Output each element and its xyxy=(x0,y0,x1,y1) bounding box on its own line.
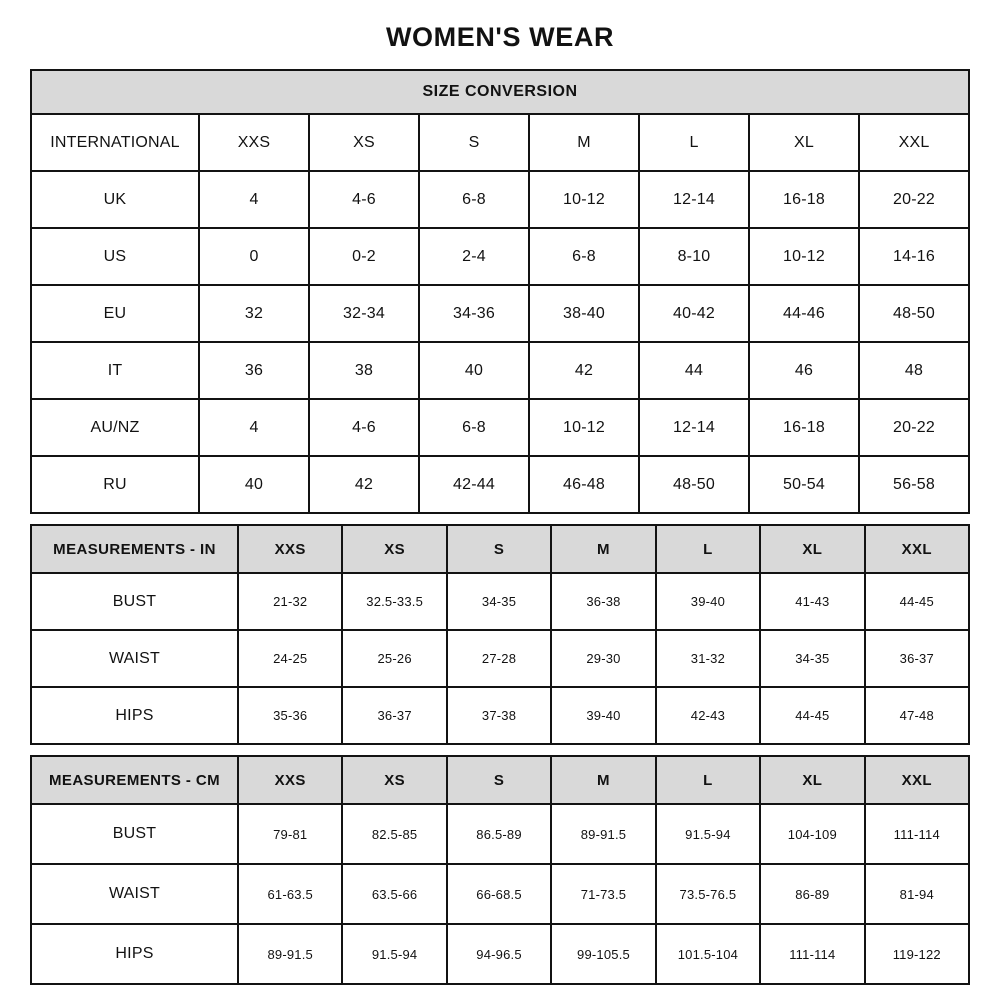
table-row xyxy=(31,285,969,342)
cell: 48 xyxy=(859,342,969,399)
header-row xyxy=(31,756,969,804)
column-header: INTERNATIONAL xyxy=(31,114,199,171)
cell: 6-8 xyxy=(419,399,529,456)
cell: 32-34 xyxy=(309,285,419,342)
cell: 12-14 xyxy=(639,399,749,456)
cell: 46-48 xyxy=(529,456,639,513)
cell: 71-73.5 xyxy=(551,864,655,924)
column-header: XXS xyxy=(238,756,342,804)
column-header: XXS xyxy=(199,114,309,171)
cell: 10-12 xyxy=(529,171,639,228)
cell: 40 xyxy=(419,342,529,399)
cell: 36-37 xyxy=(865,630,969,687)
cell: 79-81 xyxy=(238,804,342,864)
cell: 91.5-94 xyxy=(342,924,446,984)
cell: 34-35 xyxy=(447,573,551,630)
cell: 104-109 xyxy=(760,804,864,864)
cell: 36-38 xyxy=(551,573,655,630)
row-label: UK xyxy=(31,171,199,228)
row-label: RU xyxy=(31,456,199,513)
column-header: MEASUREMENTS - IN xyxy=(31,525,238,573)
cell: 89-91.5 xyxy=(551,804,655,864)
table-row xyxy=(31,171,969,228)
cell: 34-36 xyxy=(419,285,529,342)
cell: 40-42 xyxy=(639,285,749,342)
cell: 99-105.5 xyxy=(551,924,655,984)
row-label: HIPS xyxy=(31,924,238,984)
column-header: XS xyxy=(342,756,446,804)
column-header: XL xyxy=(760,525,864,573)
column-header: XL xyxy=(749,114,859,171)
cell: 32 xyxy=(199,285,309,342)
column-header: XS xyxy=(309,114,419,171)
table-banner-row xyxy=(31,70,969,114)
cell: 36-37 xyxy=(342,687,446,744)
measurements-cm-table xyxy=(30,755,970,985)
cell: 101.5-104 xyxy=(656,924,760,984)
cell: 48-50 xyxy=(639,456,749,513)
cell: 4-6 xyxy=(309,399,419,456)
cell: 44-46 xyxy=(749,285,859,342)
cell: 38-40 xyxy=(529,285,639,342)
row-label: BUST xyxy=(31,573,238,630)
cell: 6-8 xyxy=(529,228,639,285)
cell: 32.5-33.5 xyxy=(342,573,446,630)
cell: 31-32 xyxy=(656,630,760,687)
column-header: L xyxy=(656,756,760,804)
cell: 66-68.5 xyxy=(447,864,551,924)
cell: 4 xyxy=(199,399,309,456)
cell: 119-122 xyxy=(865,924,969,984)
cell: 0-2 xyxy=(309,228,419,285)
column-header: XS xyxy=(342,525,446,573)
row-label: EU xyxy=(31,285,199,342)
cell: 20-22 xyxy=(859,399,969,456)
cell: 14-16 xyxy=(859,228,969,285)
table-row xyxy=(31,687,969,744)
cell: 20-22 xyxy=(859,171,969,228)
column-header: S xyxy=(419,114,529,171)
row-label: US xyxy=(31,228,199,285)
table-row xyxy=(31,864,969,924)
cell: 4-6 xyxy=(309,171,419,228)
cell: 10-12 xyxy=(529,399,639,456)
table-row xyxy=(31,804,969,864)
cell: 36 xyxy=(199,342,309,399)
cell: 42 xyxy=(529,342,639,399)
size-conversion-table xyxy=(30,69,970,514)
column-header: XL xyxy=(760,756,864,804)
column-header: XXS xyxy=(238,525,342,573)
column-header: MEASUREMENTS - CM xyxy=(31,756,238,804)
cell: 29-30 xyxy=(551,630,655,687)
row-label: IT xyxy=(31,342,199,399)
cell: 34-35 xyxy=(760,630,864,687)
cell: 0 xyxy=(199,228,309,285)
row-label: BUST xyxy=(31,804,238,864)
cell: 63.5-66 xyxy=(342,864,446,924)
table-row xyxy=(31,342,969,399)
header-row xyxy=(31,114,969,171)
cell: 86.5-89 xyxy=(447,804,551,864)
cell: 16-18 xyxy=(749,399,859,456)
column-header: S xyxy=(447,756,551,804)
row-label: HIPS xyxy=(31,687,238,744)
row-label: WAIST xyxy=(31,864,238,924)
row-label: AU/NZ xyxy=(31,399,199,456)
table-row xyxy=(31,924,969,984)
table-row xyxy=(31,573,969,630)
cell: 48-50 xyxy=(859,285,969,342)
cell: 12-14 xyxy=(639,171,749,228)
cell: 44-45 xyxy=(760,687,864,744)
column-header: M xyxy=(551,756,655,804)
cell: 25-26 xyxy=(342,630,446,687)
column-header: M xyxy=(551,525,655,573)
size_conversion-banner: SIZE CONVERSION xyxy=(31,70,969,114)
cell: 41-43 xyxy=(760,573,864,630)
cell: 50-54 xyxy=(749,456,859,513)
cell: 42 xyxy=(309,456,419,513)
cell: 94-96.5 xyxy=(447,924,551,984)
cell: 24-25 xyxy=(238,630,342,687)
cell: 4 xyxy=(199,171,309,228)
cell: 39-40 xyxy=(656,573,760,630)
column-header: XXL xyxy=(865,525,969,573)
cell: 56-58 xyxy=(859,456,969,513)
cell: 81-94 xyxy=(865,864,969,924)
cell: 61-63.5 xyxy=(238,864,342,924)
column-header: L xyxy=(639,114,749,171)
cell: 39-40 xyxy=(551,687,655,744)
cell: 10-12 xyxy=(749,228,859,285)
measurements-in-table xyxy=(30,524,970,745)
header-row xyxy=(31,525,969,573)
cell: 2-4 xyxy=(419,228,529,285)
cell: 44-45 xyxy=(865,573,969,630)
column-header: M xyxy=(529,114,639,171)
cell: 46 xyxy=(749,342,859,399)
cell: 8-10 xyxy=(639,228,749,285)
cell: 37-38 xyxy=(447,687,551,744)
cell: 111-114 xyxy=(865,804,969,864)
cell: 35-36 xyxy=(238,687,342,744)
cell: 111-114 xyxy=(760,924,864,984)
cell: 47-48 xyxy=(865,687,969,744)
column-header: S xyxy=(447,525,551,573)
column-header: XXL xyxy=(859,114,969,171)
cell: 89-91.5 xyxy=(238,924,342,984)
cell: 27-28 xyxy=(447,630,551,687)
table-row xyxy=(31,228,969,285)
cell: 73.5-76.5 xyxy=(656,864,760,924)
cell: 6-8 xyxy=(419,171,529,228)
cell: 44 xyxy=(639,342,749,399)
table-row xyxy=(31,630,969,687)
cell: 40 xyxy=(199,456,309,513)
cell: 42-44 xyxy=(419,456,529,513)
cell: 82.5-85 xyxy=(342,804,446,864)
table-row xyxy=(31,456,969,513)
cell: 86-89 xyxy=(760,864,864,924)
cell: 91.5-94 xyxy=(656,804,760,864)
page-title: WOMEN'S WEAR xyxy=(385,22,615,52)
row-label: WAIST xyxy=(31,630,238,687)
table-row xyxy=(31,399,969,456)
column-header: XXL xyxy=(865,756,969,804)
column-header: L xyxy=(656,525,760,573)
cell: 21-32 xyxy=(238,573,342,630)
cell: 38 xyxy=(309,342,419,399)
cell: 16-18 xyxy=(749,171,859,228)
cell: 42-43 xyxy=(656,687,760,744)
